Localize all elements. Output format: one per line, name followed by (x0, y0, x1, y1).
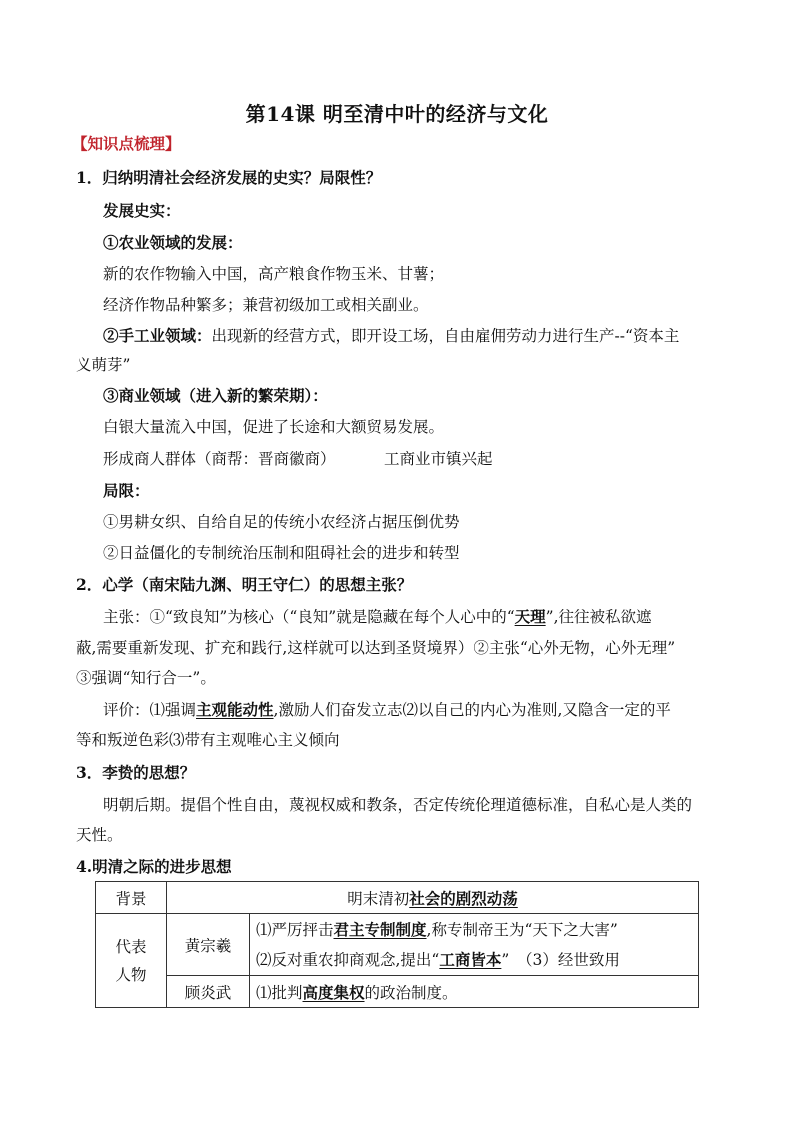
keyword-autocracy: 君主专制制度 (333, 919, 427, 939)
q2-eval-line-2: 等和叛逆色彩⑶带有主观唯心主义倾向 (76, 731, 340, 749)
q1-craft-line-2: 义萌芽” (76, 356, 131, 374)
q1-agri-line-2: 经济作物品种繁多；兼营初级加工或相关副业。 (103, 296, 429, 314)
q2-e1a: 评价：⑴强调 (103, 701, 197, 719)
q1-limit-line-2: ②日益僵化的专制统治压制和阻碍社会的进步和转型 (103, 544, 460, 562)
q2-eval-line-1 (103, 699, 671, 721)
q2-p1a: 主张：①“致良知”为核心（“良知”就是隐藏在每个人心中的“ (103, 608, 515, 626)
q2-e1b: ,激励人们奋发立志⑵以自己的内心为准则,又隐含一定的平 (273, 701, 671, 719)
q1-facts-subheading: 发展史实： (103, 201, 181, 220)
page-title: 第14课 明至清中叶的经济与文化 (245, 102, 549, 126)
q2-para-line-3: ③强调“知行合一”。 (76, 669, 216, 687)
gu-content-cell (250, 976, 699, 1008)
q2-para-line-1 (103, 606, 652, 628)
bg-label-cell: 背景 (96, 882, 167, 914)
huang-point-2 (256, 945, 692, 975)
section-tag: 【知识点梳理】 (72, 134, 181, 153)
q1-commerce-line-2a: 形成商人群体（商帮：晋商徽商） (103, 450, 336, 468)
q2-para-line-2: 蔽,需要重新发现、扩充和践行,这样就可以达到圣贤境界）②主张“心外无物，心外无理” (76, 639, 676, 657)
q2-keyword-tianli: 天理 (514, 607, 546, 626)
h1b: ,称专制帝王为“天下之大害” (426, 920, 618, 939)
gu-name-cell: 顾炎武 (167, 976, 250, 1008)
q1-agri-line-1: 新的农作物输入中国，高产粮食作物玉米、甘薯； (103, 265, 445, 283)
q1-commerce-title: ③商业领域（进入新的繁荣期）： (103, 386, 328, 405)
huang-name-cell: 黄宗羲 (167, 914, 250, 976)
huang-point-1 (256, 915, 692, 945)
q1-craft-text: 出现新的经营方式，即开设工场，自由雇佣劳动力进行生产--“资本主 (211, 327, 680, 345)
h2b: ” （3）经世致用 (501, 950, 620, 969)
q1-commerce-line-2b: 工商业市镇兴起 (384, 450, 493, 468)
q1-limit-line-1: ①男耕女织、自给自足的传统小农经济占据压倒优势 (103, 513, 460, 531)
q3-para-line-2: 天性。 (76, 826, 123, 844)
progressive-thought-table (95, 881, 699, 1008)
question-3-heading: 3．李贽的思想？ (76, 763, 196, 782)
h1a: ⑴严厉抨击 (256, 920, 334, 939)
rep-label: 代表人物 (115, 937, 147, 984)
q2-p1b: ”,往往被私欲遮 (545, 608, 652, 626)
rep-label-cell (96, 914, 167, 1008)
q1-craft-line (103, 325, 679, 347)
keyword-centralization: 高度集权 (302, 982, 365, 1002)
g1b: 的政治制度。 (364, 983, 458, 1002)
table-row (96, 976, 699, 1008)
question-1-heading: 1．归纳明清社会经济发展的史实？局限性？ (76, 168, 382, 187)
bg-text: 明末清初 (347, 889, 410, 908)
q1-craft-title: ②手工业领域： (103, 326, 212, 345)
keyword-commerce: 工商皆本 (439, 949, 502, 969)
q2-keyword-subjective: 主观能动性 (196, 700, 274, 719)
huang-content-cell (250, 914, 699, 976)
question-4-heading: 4.明清之际的进步思想 (76, 857, 232, 876)
q3-para-line-1: 明朝后期。提倡个性自由，蔑视权威和教条，否定传统伦理道德标准，自私心是人类的 (103, 796, 693, 814)
table-row (96, 882, 699, 914)
q1-limit-title: 局限： (103, 481, 150, 500)
q1-commerce-line-1: 白银大量流入中国，促进了长途和大额贸易发展。 (103, 418, 445, 436)
table-row (96, 914, 699, 976)
bg-keyword: 社会的剧烈动荡 (409, 888, 518, 908)
g1a: ⑴批判 (256, 983, 303, 1002)
question-2-heading: 2．心学（南宋陆九渊、明王守仁）的思想主张？ (76, 575, 413, 594)
bg-content-cell (167, 882, 699, 914)
q1-agri-title: ①农业领域的发展： (103, 233, 243, 252)
h2a: ⑵反对重农抑商观念,提出“ (256, 950, 440, 969)
